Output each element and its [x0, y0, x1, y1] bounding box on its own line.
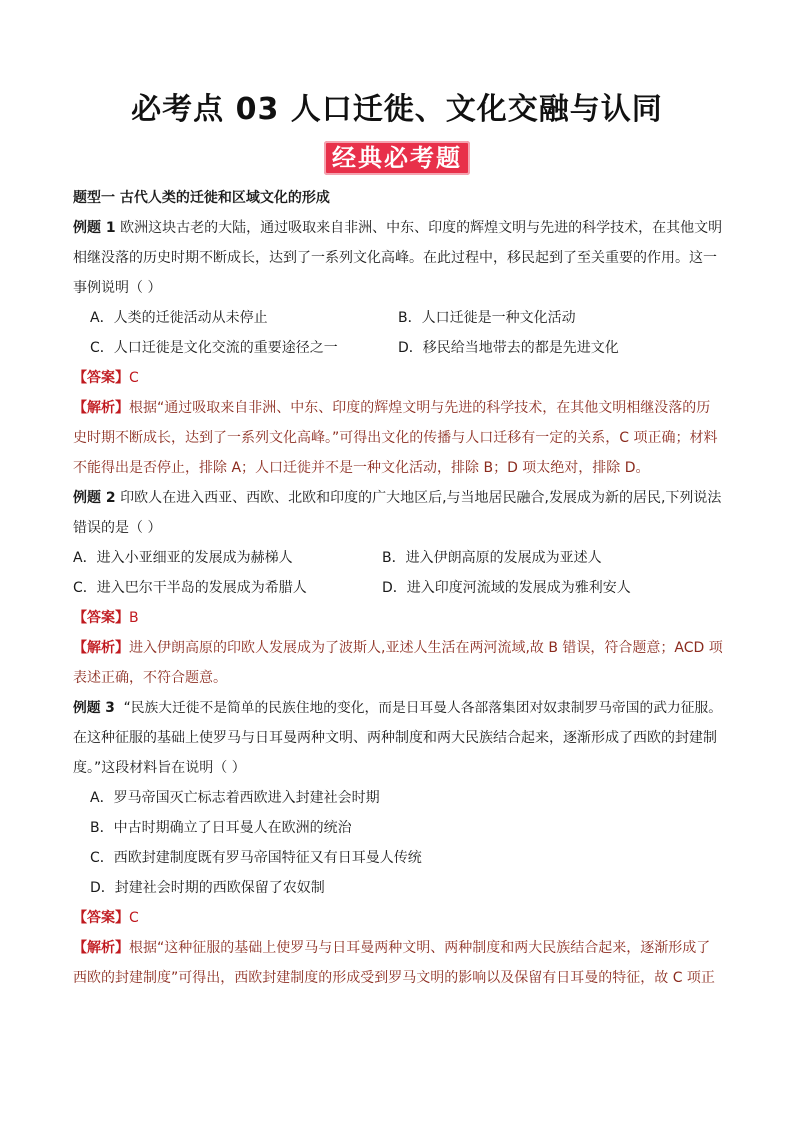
- example-2-stem-line-2: 错误的是（ ）: [73, 520, 162, 536]
- example-3-analysis-line-2: 西欧的封建制度”可得出，西欧封建制度的形成受到罗马文明的影响以及保留有日耳曼的特征，故 C 项正: [73, 970, 715, 986]
- example-2-analysis-line-2: 表述正确，不符合题意。: [73, 670, 227, 686]
- example-3-answer: 【答案】C: [73, 910, 139, 926]
- example-1-options-row-2: [73, 333, 727, 363]
- example-2-answer: 【答案】B: [73, 610, 139, 626]
- option-b: B．中古时期确立了日耳曼人在欧洲的统治: [90, 820, 352, 836]
- example-1-analysis-line-2: 史时期不断成长，达到了一系列文化高峰。”可得出文化的传播与人口迁移有一定的关系，C 项正确；材料: [73, 430, 718, 446]
- option-a: A．进入小亚细亚的发展成为赫梯人: [73, 550, 293, 566]
- example-1-answer: 【答案】C: [73, 370, 139, 386]
- example-2-analysis-line-1: 【解析】进入伊朗高原的印欧人发展成为了波斯人,亚述人生活在两河流域,故 B 错误，符合题意；ACD 项: [73, 640, 723, 656]
- example-1-stem-line-3: 事例说明（ ）: [73, 280, 162, 296]
- example-1-analysis-line-3: 不能得出是否停止，排除 A；人口迁徙并不是一种文化活动，排除 B；D 项太绝对，排除 D。: [73, 460, 650, 476]
- example-label: 例题 1: [73, 220, 116, 236]
- option-c: C．进入巴尔干半岛的发展成为希腊人: [73, 580, 307, 596]
- example-2-stem-line-1: 例题 2 印欧人在进入西亚、西欧、北欧和印度的广大地区后,与当地居民融合,发展成为新的居民,下列说法: [73, 490, 722, 506]
- document-content: [73, 183, 727, 993]
- example-1-analysis-line-1: 【解析】根据“通过吸取来自非洲、中东、印度的辉煌文明与先进的科学技术，在其他文明相继没落的历: [73, 400, 711, 416]
- example-1-stem-line-1: 例题 1 欧洲这块古老的大陆，通过吸取来自非洲、中东、印度的辉煌文明与先进的科学技术，在其他文明: [73, 220, 723, 236]
- example-1-options-row-1: [73, 303, 727, 333]
- option-b: B．人口迁徙是一种文化活动: [398, 310, 576, 326]
- section-heading: 题型一 古代人类的迁徙和区域文化的形成: [73, 190, 330, 206]
- example-label: 例题 2: [73, 490, 116, 506]
- example-3-stem-line-1: 例题 3 “民族大迁徙不是简单的民族住地的变化，而是日耳曼人各部落集团对奴隶制罗马帝国的武力征服。: [73, 700, 722, 716]
- example-1-stem-line-2: 相继没落的历史时期不断成长，达到了一系列文化高峰。在此过程中，移民起到了至关重要的作用。这一: [73, 250, 717, 266]
- option-a: A．人类的迁徙活动从未停止: [90, 310, 268, 326]
- option-d: D．移民给当地带去的都是先进文化: [398, 340, 619, 356]
- example-label: 例题 3: [73, 700, 115, 716]
- option-d: D．封建社会时期的西欧保留了农奴制: [90, 880, 325, 896]
- option-c: C．西欧封建制度既有罗马帝国特征又有日耳曼人传统: [90, 850, 422, 866]
- example-2-options-row-1: [73, 543, 727, 573]
- option-c: C．人口迁徙是文化交流的重要途径之一: [90, 340, 338, 356]
- example-3-stem-line-2: 在这种征服的基础上使罗马与日耳曼两种文明、两种制度和两大民族结合起来，逐渐形成了西欧的封建制: [73, 730, 717, 746]
- option-b: B．进入伊朗高原的发展成为亚述人: [382, 550, 602, 566]
- option-a: A．罗马帝国灭亡标志着西欧进入封建社会时期: [90, 790, 380, 806]
- badge-container: [0, 141, 794, 175]
- example-2-options-row-2: [73, 573, 727, 603]
- option-d: D．进入印度河流域的发展成为雅利安人: [382, 580, 631, 596]
- classic-question-badge: 经典必考题: [324, 141, 470, 175]
- example-3-stem-line-3: 度。”这段材料旨在说明（ ）: [73, 760, 246, 776]
- page-title: 必考点 03 人口迁徙、文化交融与认同: [131, 92, 663, 127]
- example-3-analysis-line-1: 【解析】根据“这种征服的基础上使罗马与日耳曼两种文明、两种制度和两大民族结合起来，逐渐形成了: [73, 940, 711, 956]
